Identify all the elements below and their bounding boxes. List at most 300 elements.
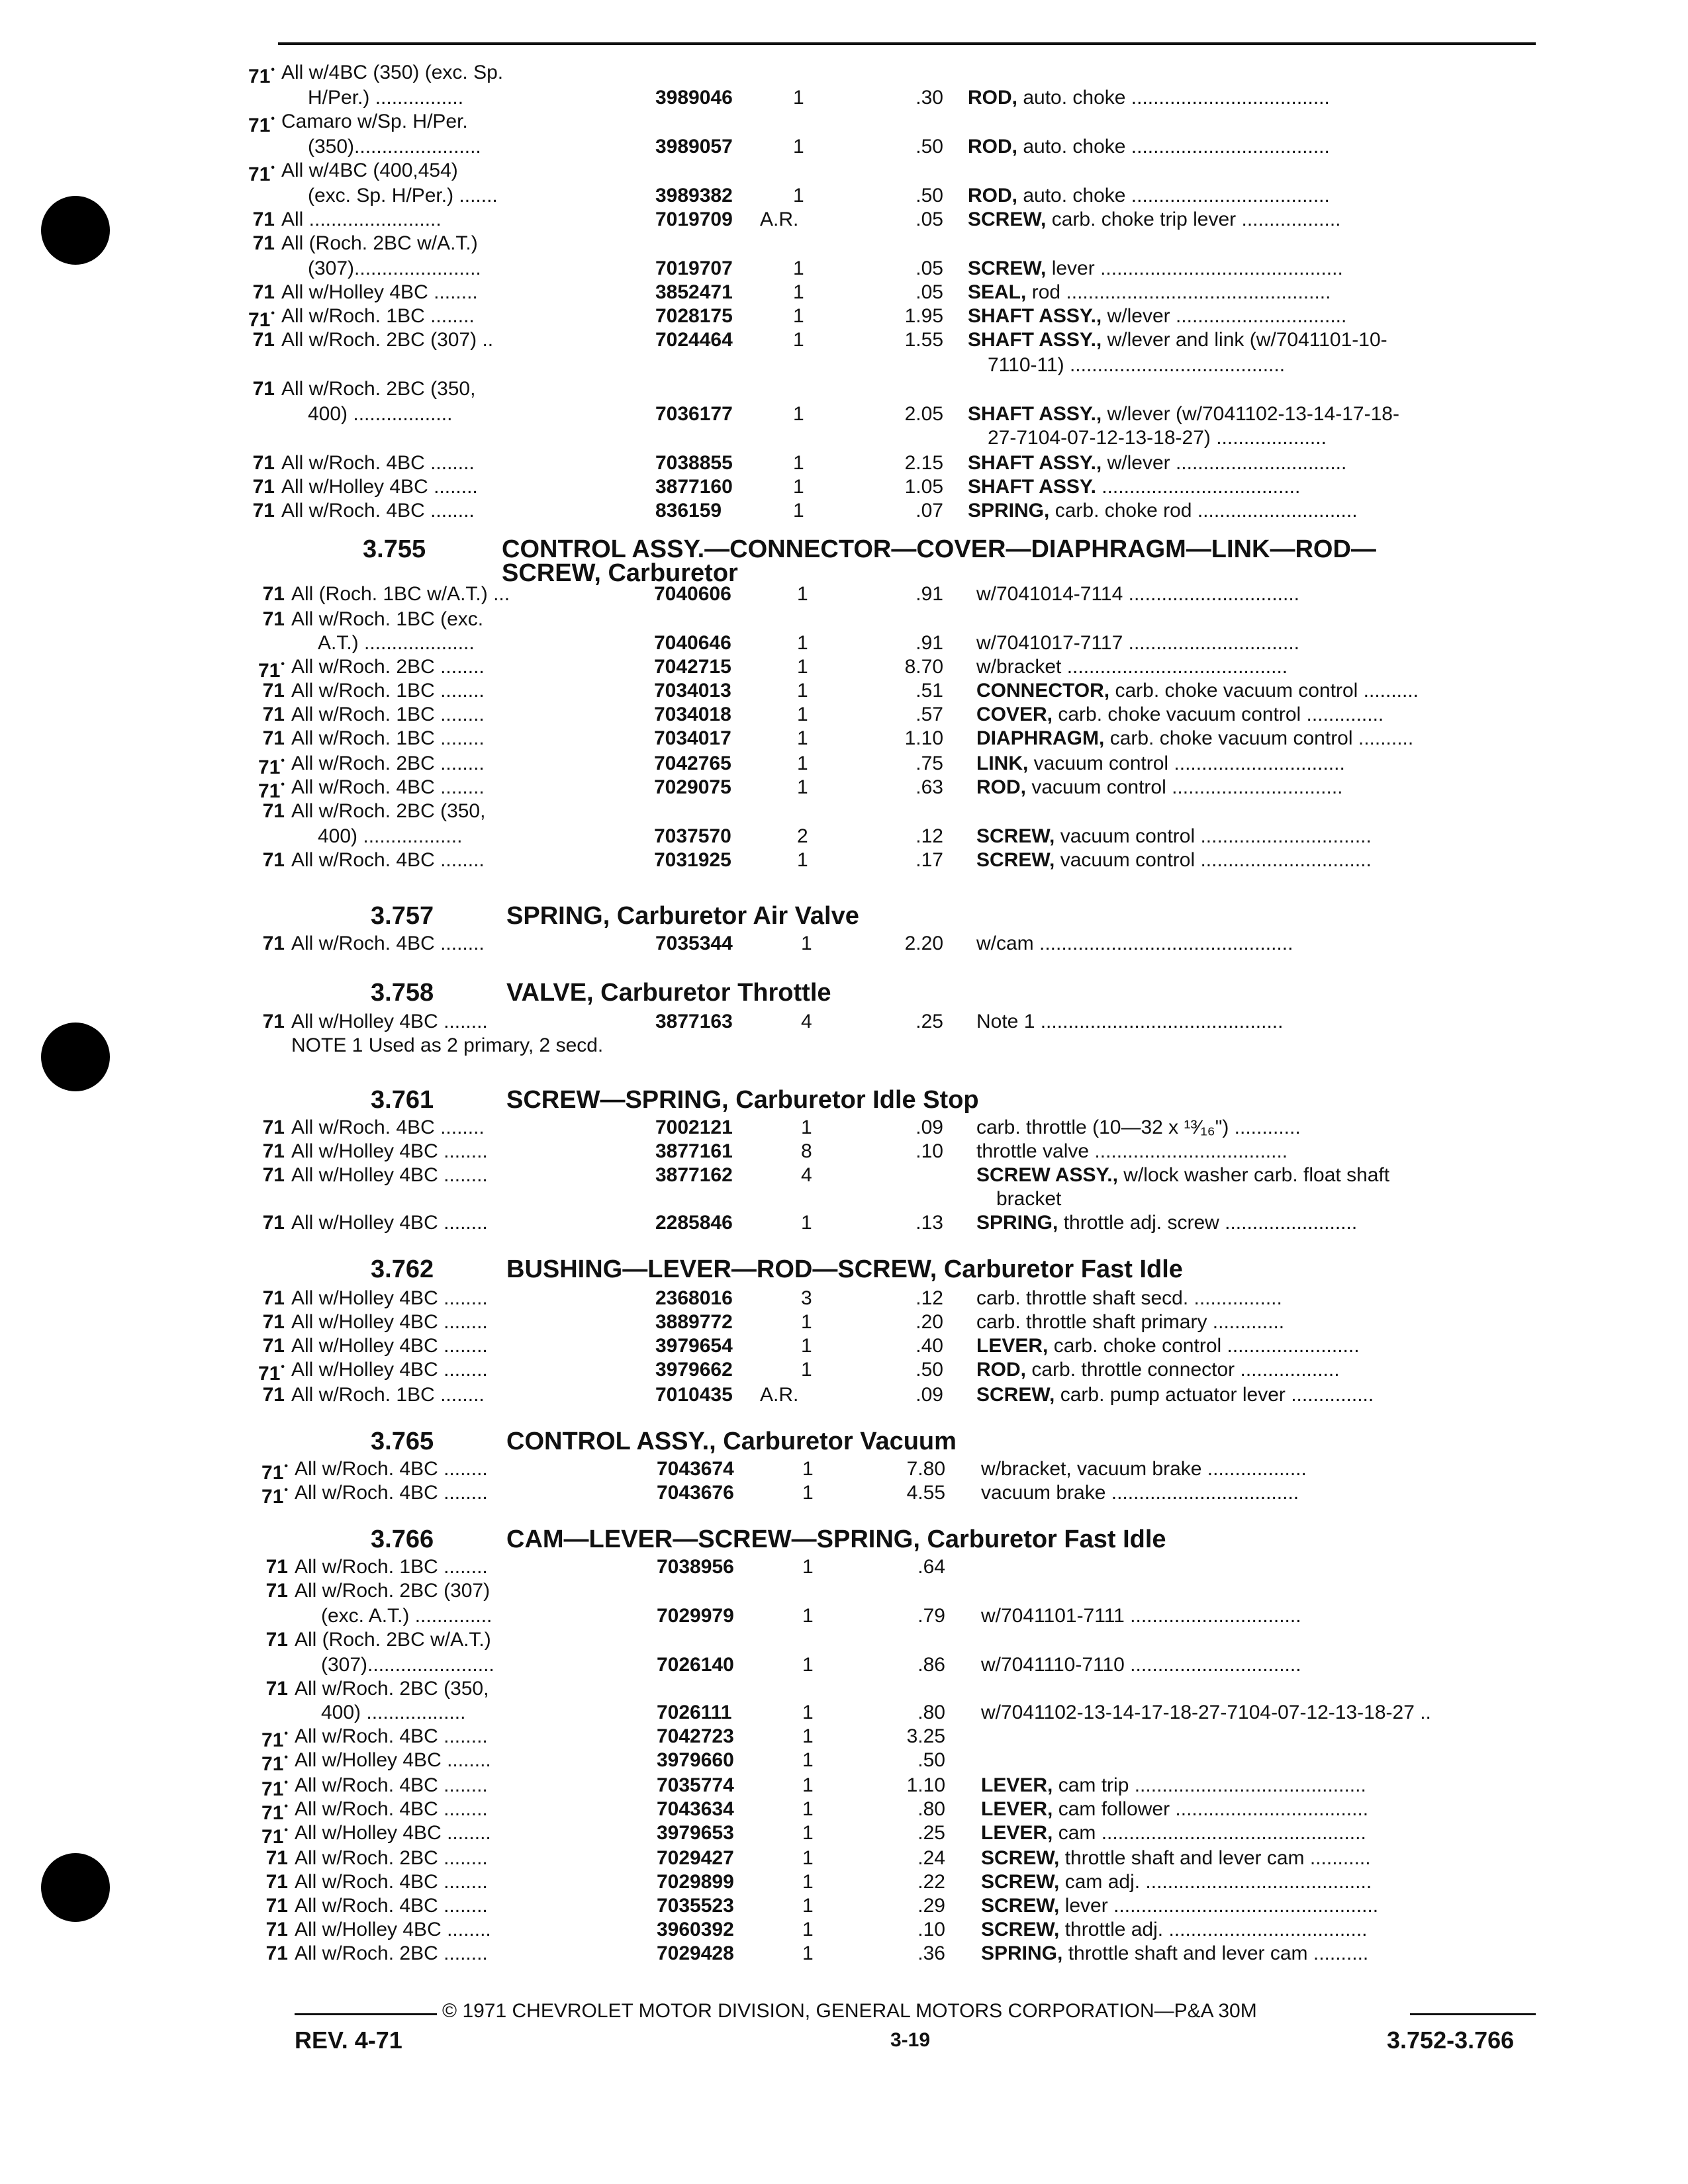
quantity: 1	[797, 752, 808, 774]
part-row	[235, 402, 1542, 426]
part-row	[248, 1579, 1542, 1603]
quantity: 1	[793, 476, 804, 498]
part-number: 7035523	[657, 1895, 734, 1917]
list-price: .50	[915, 185, 943, 206]
new-part-mark: •	[271, 113, 275, 124]
application: All w/Holley 4BC ........	[291, 1212, 488, 1234]
new-part-mark: •	[284, 1728, 288, 1739]
part-number: 7034017	[654, 727, 731, 749]
description	[976, 825, 1542, 848]
model-year	[245, 1116, 285, 1140]
description-text: carb. choke vacuum control ..........	[1115, 680, 1419, 702]
part-row	[245, 1310, 1542, 1334]
quantity: 1	[801, 1311, 812, 1333]
part-name: SCREW,	[981, 1895, 1060, 1917]
list-price: .91	[915, 632, 943, 654]
part-row	[235, 61, 1542, 85]
description	[976, 776, 1542, 799]
new-part-mark: •	[281, 755, 285, 766]
part-name: SCREW,	[981, 1847, 1060, 1869]
part-name: SCREW,	[976, 825, 1055, 847]
application: All w/Roch. 1BC ........	[291, 704, 485, 725]
part-row	[248, 1677, 1542, 1701]
model-year-text: 71	[262, 1384, 285, 1406]
quantity: 1	[802, 1702, 814, 1723]
model-year-text: 71	[248, 114, 271, 136]
part-row	[235, 475, 1542, 499]
quantity: 1	[797, 727, 808, 749]
quantity: 1	[793, 281, 804, 303]
part-row	[245, 727, 1542, 751]
description	[976, 655, 1542, 679]
section-heading	[371, 978, 1536, 1007]
model-year-text: 71	[262, 1140, 285, 1162]
model-year-text: 71	[261, 1486, 284, 1508]
description-text: carb. throttle shaft primary .............	[976, 1311, 1285, 1333]
model-year	[235, 232, 275, 255]
model-year	[245, 1211, 285, 1235]
new-part-mark: •	[284, 1825, 288, 1836]
quantity: 1	[793, 257, 804, 279]
description	[976, 848, 1542, 872]
part-number: 3852471	[655, 281, 733, 303]
section-title-continued: SCREW, Carburetor	[502, 559, 738, 587]
application: (307).......................	[321, 1654, 494, 1676]
list-price: .09	[915, 1384, 943, 1406]
part-row	[248, 1894, 1542, 1918]
model-year	[248, 1749, 288, 1776]
part-number: 7038956	[657, 1556, 734, 1578]
description-text: ....................................	[1102, 476, 1301, 498]
description-text: throttle adj. screw ........................	[1063, 1212, 1358, 1234]
section-heading	[371, 1255, 1536, 1284]
application: All w/Roch. 2BC (350,	[295, 1678, 489, 1700]
application: 400) ..................	[308, 403, 453, 425]
application: All w/Roch. 4BC ........	[291, 933, 485, 954]
part-row	[235, 328, 1542, 352]
application: All w/Roch. 4BC ........	[291, 1116, 485, 1138]
part-row	[245, 1211, 1542, 1235]
part-name: LEVER,	[976, 1335, 1049, 1357]
model-year-text: 71	[265, 1847, 288, 1869]
model-year	[235, 328, 275, 352]
model-year-text: 71	[258, 780, 281, 802]
model-year-text: 71	[265, 1556, 288, 1578]
description	[968, 257, 1544, 281]
application: All w/Roch. 4BC ........	[291, 849, 485, 871]
application: (exc. Sp. H/Per.) .......	[308, 185, 498, 206]
description-text: w/cam ..............................................	[976, 933, 1293, 954]
quantity: 1	[802, 1942, 814, 1964]
description	[968, 426, 1564, 450]
part-number: 7042765	[654, 752, 731, 774]
application: A.T.) ....................	[318, 632, 475, 654]
quantity: 1	[793, 87, 804, 109]
part-name: LEVER,	[981, 1774, 1053, 1796]
model-year	[235, 499, 275, 523]
new-part-mark: •	[281, 779, 285, 790]
description-text: auto. choke ....................................	[1023, 185, 1330, 206]
quantity: 1	[793, 452, 804, 474]
quantity: 1	[802, 1749, 814, 1771]
application: All w/Holley 4BC ........	[295, 1822, 491, 1844]
continuation-row	[245, 1187, 1542, 1211]
part-name: SHAFT ASSY.,	[968, 403, 1102, 425]
part-name: LINK,	[976, 752, 1029, 774]
description-text: 7110-11) .......................................	[988, 354, 1286, 376]
part-row	[245, 1358, 1542, 1385]
part-name: ROD,	[968, 185, 1017, 206]
section-number: 3.761	[371, 1086, 434, 1114]
part-name: SPRING,	[981, 1942, 1063, 1964]
part-number: 7031925	[654, 849, 731, 871]
description	[968, 402, 1544, 426]
list-price: 1.55	[904, 329, 943, 351]
list-price: 2.05	[904, 403, 943, 425]
description-text: auto. choke ....................................	[1023, 136, 1330, 158]
model-year-text: 71	[262, 800, 285, 822]
list-price: .05	[915, 281, 943, 303]
description-text: w/7041110-7110 ...............................	[981, 1654, 1301, 1676]
part-name: SCREW,	[976, 1384, 1055, 1406]
list-price: .50	[915, 136, 943, 158]
quantity: 1	[802, 1458, 814, 1480]
model-year-text: 71	[262, 933, 285, 954]
part-row	[248, 1701, 1542, 1725]
part-name: ROD,	[968, 87, 1017, 109]
list-price: .80	[917, 1798, 945, 1820]
description-text: throttle valve ...................................	[976, 1140, 1288, 1162]
model-year-text: 71	[252, 452, 275, 474]
description-text: w/bracket, vacuum brake ..................	[981, 1458, 1307, 1480]
quantity: 1	[802, 1871, 814, 1893]
model-year-text: 71	[252, 208, 275, 230]
part-name: SPRING,	[968, 500, 1050, 522]
list-price: 2.20	[904, 933, 943, 954]
model-year-text: 71	[265, 1895, 288, 1917]
application: All w/Holley 4BC ........	[291, 1311, 488, 1333]
model-year	[245, 799, 285, 823]
description-text: carb. choke rod .............................	[1055, 500, 1358, 522]
part-row	[245, 1163, 1542, 1187]
part-row	[245, 1140, 1542, 1163]
description	[981, 1701, 1560, 1725]
description-text: w/lever ...............................	[1107, 452, 1347, 474]
description	[968, 304, 1544, 328]
part-name: LEVER,	[981, 1822, 1053, 1844]
quantity: 1	[793, 403, 804, 425]
model-year	[235, 61, 275, 89]
list-price: .50	[915, 1359, 943, 1381]
part-number: 7028175	[655, 305, 733, 327]
part-number: 7040606	[654, 583, 731, 605]
application: All w/Holley 4BC ........	[291, 1287, 488, 1309]
model-year-text: 71	[262, 1011, 285, 1032]
description	[976, 1010, 1542, 1034]
model-year	[248, 1821, 288, 1849]
quantity: 1	[801, 1116, 812, 1138]
part-row	[245, 848, 1542, 872]
application: All w/Roch. 2BC ........	[291, 752, 485, 774]
model-year	[248, 1846, 288, 1870]
description	[976, 1287, 1542, 1310]
part-row	[235, 257, 1542, 281]
part-row	[245, 1116, 1542, 1140]
application: All w/Roch. 4BC ........	[281, 500, 475, 522]
model-year	[245, 1383, 285, 1407]
model-year-text: 71	[248, 163, 271, 185]
description-text: cam trip ..........................................	[1058, 1774, 1366, 1796]
quantity: 1	[801, 1359, 812, 1381]
description	[976, 1187, 1562, 1211]
list-price: .29	[917, 1895, 945, 1917]
list-price: 7.80	[906, 1458, 945, 1480]
description-text: cam adj. .........................................	[1064, 1871, 1372, 1893]
part-row	[235, 110, 1542, 134]
part-row	[235, 377, 1542, 401]
part-number: 2368016	[655, 1287, 733, 1309]
list-price: .51	[915, 680, 943, 702]
part-number: 7029075	[654, 776, 731, 798]
part-name: CONNECTOR,	[976, 680, 1110, 702]
part-row	[245, 752, 1542, 776]
application: All w/Roch. 4BC ........	[295, 1895, 488, 1917]
description	[968, 184, 1544, 208]
description	[968, 475, 1544, 499]
part-row	[235, 86, 1542, 110]
description-text: carb. choke control ........................	[1053, 1335, 1360, 1357]
model-year	[248, 1942, 288, 1966]
part-number: 836159	[655, 500, 722, 522]
model-year-text: 71	[262, 1311, 285, 1333]
model-year	[245, 1310, 285, 1334]
description-text: w/lock washer carb. float shaft	[1123, 1164, 1390, 1186]
description-text: carb. throttle connector ..................	[1031, 1359, 1340, 1381]
application: All w/Roch. 2BC (307)	[295, 1580, 491, 1602]
list-price: .80	[917, 1702, 945, 1723]
description	[976, 752, 1542, 776]
new-part-mark: •	[284, 1752, 288, 1763]
quantity: 1	[801, 933, 812, 954]
part-name: SEAL,	[968, 281, 1027, 303]
model-year	[235, 377, 275, 401]
quantity: 4	[801, 1164, 812, 1186]
part-number: 7019709	[655, 208, 733, 230]
description-text: w/lever and link (w/7041101-10-	[1107, 329, 1387, 351]
application: All w/Roch. 2BC ........	[291, 656, 485, 678]
model-year-text: 71	[262, 1212, 285, 1234]
model-year-text: 71	[262, 849, 285, 871]
part-number: 7034013	[654, 680, 731, 702]
quantity: A.R.	[760, 208, 799, 230]
part-number: 3877160	[655, 476, 733, 498]
description-text: w/7041101-7111 ...............................	[981, 1605, 1301, 1627]
part-row	[235, 281, 1542, 304]
model-year-text: 71	[252, 281, 275, 303]
application: All w/Roch. 4BC ........	[295, 1725, 488, 1747]
model-year-text: 71	[262, 608, 285, 630]
description	[981, 1942, 1560, 1966]
description	[968, 328, 1544, 352]
model-year-text: 71	[248, 309, 271, 331]
list-price: .07	[915, 500, 943, 522]
list-price: .20	[915, 1311, 943, 1333]
list-price: 4.55	[906, 1482, 945, 1504]
part-number: 3989382	[655, 185, 733, 206]
section-heading	[371, 1427, 1536, 1456]
model-year	[245, 1358, 285, 1386]
part-row	[248, 1749, 1542, 1775]
continuation-row	[235, 426, 1542, 450]
part-row	[245, 679, 1542, 703]
part-name: SCREW,	[968, 257, 1047, 279]
list-price: .12	[915, 1287, 943, 1309]
list-price: .40	[915, 1335, 943, 1357]
part-row	[245, 1034, 1542, 1058]
part-number: 3960392	[657, 1919, 734, 1940]
part-number: 7043674	[657, 1458, 734, 1480]
description	[968, 208, 1544, 232]
description-text: w/bracket ........................................	[976, 656, 1288, 678]
model-year-text: 71	[252, 476, 275, 498]
part-number: 3979653	[657, 1822, 734, 1844]
model-year	[248, 1894, 288, 1918]
model-year-text: 71	[252, 378, 275, 400]
section-heading	[371, 1525, 1536, 1554]
quantity: 1	[802, 1654, 814, 1676]
part-row	[245, 1334, 1542, 1358]
application: All w/Roch. 4BC ........	[295, 1774, 488, 1796]
footer-rule-right	[1410, 2013, 1536, 2015]
quantity: 1	[802, 1919, 814, 1940]
model-year-text: 71	[265, 1942, 288, 1964]
model-year	[248, 1555, 288, 1579]
section-heading	[371, 1085, 1536, 1115]
model-year	[235, 475, 275, 499]
description	[976, 727, 1542, 751]
part-name: SHAFT ASSY.,	[968, 452, 1102, 474]
quantity: 1	[797, 656, 808, 678]
part-row	[248, 1870, 1542, 1894]
section-number: 3.757	[371, 902, 434, 930]
list-price: 8.70	[904, 656, 943, 678]
model-year-text: 71	[262, 1335, 285, 1357]
model-year-text: 71	[262, 1287, 285, 1309]
new-part-mark: •	[281, 1361, 285, 1373]
description	[976, 1140, 1542, 1163]
description-text: lever ................................................	[1064, 1895, 1379, 1917]
application: All w/Holley 4BC ........	[291, 1359, 488, 1381]
application: All w/Roch. 4BC ........	[291, 776, 485, 798]
new-part-mark: •	[271, 64, 275, 75]
new-part-mark: •	[284, 1484, 288, 1496]
description	[981, 1604, 1560, 1628]
part-row	[245, 703, 1542, 727]
quantity: 1	[793, 329, 804, 351]
model-year-text: 71	[261, 1753, 284, 1775]
description-text: lever ............................................	[1051, 257, 1343, 279]
application: All w/Roch. 1BC ........	[281, 305, 475, 327]
binder-hole-top	[41, 196, 110, 265]
description	[968, 451, 1544, 475]
description	[968, 281, 1544, 304]
part-name: SHAFT ASSY.,	[968, 329, 1102, 351]
model-year	[245, 848, 285, 872]
part-row	[248, 1821, 1542, 1848]
part-number: 7010435	[655, 1384, 733, 1406]
application: (307).......................	[308, 257, 481, 279]
section-title: CONTROL ASSY., Carburetor Vacuum	[506, 1428, 957, 1455]
model-year-text: 71	[252, 329, 275, 351]
model-year-text: 71	[265, 1871, 288, 1893]
part-name: SCREW,	[981, 1919, 1060, 1940]
application: All ........................	[281, 208, 442, 230]
part-number: 7042723	[657, 1725, 734, 1747]
part-row	[235, 232, 1542, 255]
model-year-text: 71	[265, 1678, 288, 1700]
part-row	[248, 1846, 1542, 1870]
quantity: 1	[802, 1798, 814, 1820]
part-row	[235, 304, 1542, 331]
model-year	[235, 451, 275, 475]
copyright-notice: © 1971 CHEVROLET MOTOR DIVISION, GENERAL MOTORS CORPORATION—P&A 30M	[442, 2000, 1257, 2022]
application: Camaro w/Sp. H/Per.	[281, 111, 468, 132]
list-price: 1.10	[904, 727, 943, 749]
list-price: .91	[915, 583, 943, 605]
application: All w/Holley 4BC ........	[291, 1011, 488, 1032]
part-number: 7026140	[657, 1654, 734, 1676]
part-row	[248, 1725, 1542, 1749]
quantity: 1	[802, 1725, 814, 1747]
list-price: .05	[915, 208, 943, 230]
quantity: 1	[802, 1774, 814, 1796]
model-year-text: 71	[258, 1363, 281, 1385]
part-row	[245, 1010, 1542, 1034]
model-year-text: 71	[248, 66, 271, 87]
new-part-mark: •	[271, 162, 275, 173]
quantity: 2	[797, 825, 808, 847]
list-price: .64	[917, 1556, 945, 1578]
model-year	[235, 159, 275, 187]
quantity: 4	[801, 1011, 812, 1032]
model-year	[245, 1163, 285, 1187]
revision-label: REV. 4-71	[295, 2026, 402, 2054]
new-part-mark: •	[284, 1777, 288, 1788]
quantity: 1	[802, 1556, 814, 1578]
description-text: bracket	[996, 1188, 1062, 1210]
part-number: 7029428	[657, 1942, 734, 1964]
application: NOTE 1 Used as 2 primary, 2 secd.	[291, 1034, 604, 1056]
section-number: 3.765	[371, 1428, 434, 1455]
model-year-text: 71	[252, 500, 275, 522]
list-price: .25	[917, 1822, 945, 1844]
quantity: 1	[802, 1895, 814, 1917]
section-heading	[371, 901, 1536, 931]
part-row	[245, 1383, 1542, 1407]
part-row	[248, 1774, 1542, 1800]
model-year-text: 71	[261, 1778, 284, 1800]
quantity: 3	[801, 1287, 812, 1309]
part-number: 7002121	[655, 1116, 733, 1138]
section-number: 3.758	[371, 979, 434, 1007]
model-year-text: 71	[262, 704, 285, 725]
part-name: DIAPHRAGM,	[976, 727, 1105, 749]
description-text: Note 1 ............................................	[976, 1011, 1284, 1032]
model-year-text: 71	[265, 1580, 288, 1602]
part-number: 2285846	[655, 1212, 733, 1234]
part-row	[248, 1628, 1542, 1652]
description	[981, 1481, 1560, 1505]
